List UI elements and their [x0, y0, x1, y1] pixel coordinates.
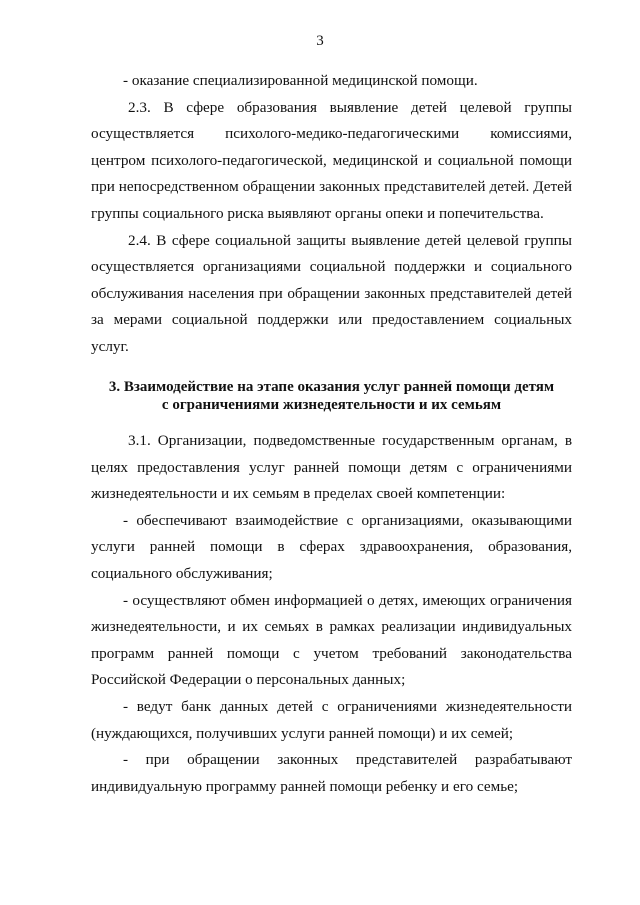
list-item-data-bank: - ведут банк данных детей с ограничениями жизнедеятельности (нуждающихся, получивших услуги ранней помощи) и их семей;	[91, 697, 572, 742]
heading-line-1: 3. Взаимодействие на этапе оказания услуг ранней помощи детям	[108, 379, 555, 395]
section-2-text	[91, 68, 572, 361]
section-3-heading	[91, 378, 572, 414]
list-item-information-exchange: - осуществляют обмен информацией о детях, имеющих ограничения жизнедеятельности, и их семьях в рамках реализации индивидуальных программ ранней помощи с учетом требований законодательства Российской Федерации о персональных данных;	[91, 591, 572, 689]
heading-line-2: с ограничениями жизнедеятельности и их семьям	[161, 397, 502, 413]
list-item-individual-program: - при обращении законных представителей разрабатывают индивидуальную программу ранней помощи ребенку и его семье;	[91, 751, 572, 795]
paragraph-3-1: 3.1. Организации, подведомственные государственным органам, в целях предоставления услуг ранней помощи детям с ограничениями жизнедеятельности и их семьям в пределах своей компетенции:	[91, 432, 572, 503]
paragraph-medical-care: - оказание специализированной медицинской помощи.	[123, 72, 478, 89]
paragraph-2-4: 2.4. В сфере социальной защиты выявление детей целевой группы осуществляется организациями социальной поддержки и социального обслуживания населения при обращении законных представителей детей за мерами социальной поддержки или предоставлением социальных услуг.	[91, 231, 572, 355]
list-item-interaction: - обеспечивают взаимодействие с организациями, оказывающими услуги ранней помощи в сферах здравоохранения, образования, социального обслуживания;	[91, 511, 572, 582]
paragraph-2-3: 2.3. В сфере образования выявление детей целевой группы осуществляется психолого-медико-педагогическими комиссиями, центром психолого-педагогической, медицинской и социальной помощи при непосредственном обращении законных представителей детей. Детей группы социального риска выявляют органы опеки и попечительства.	[91, 98, 572, 222]
page-number: 3	[316, 33, 324, 49]
section-3-text	[91, 428, 572, 800]
